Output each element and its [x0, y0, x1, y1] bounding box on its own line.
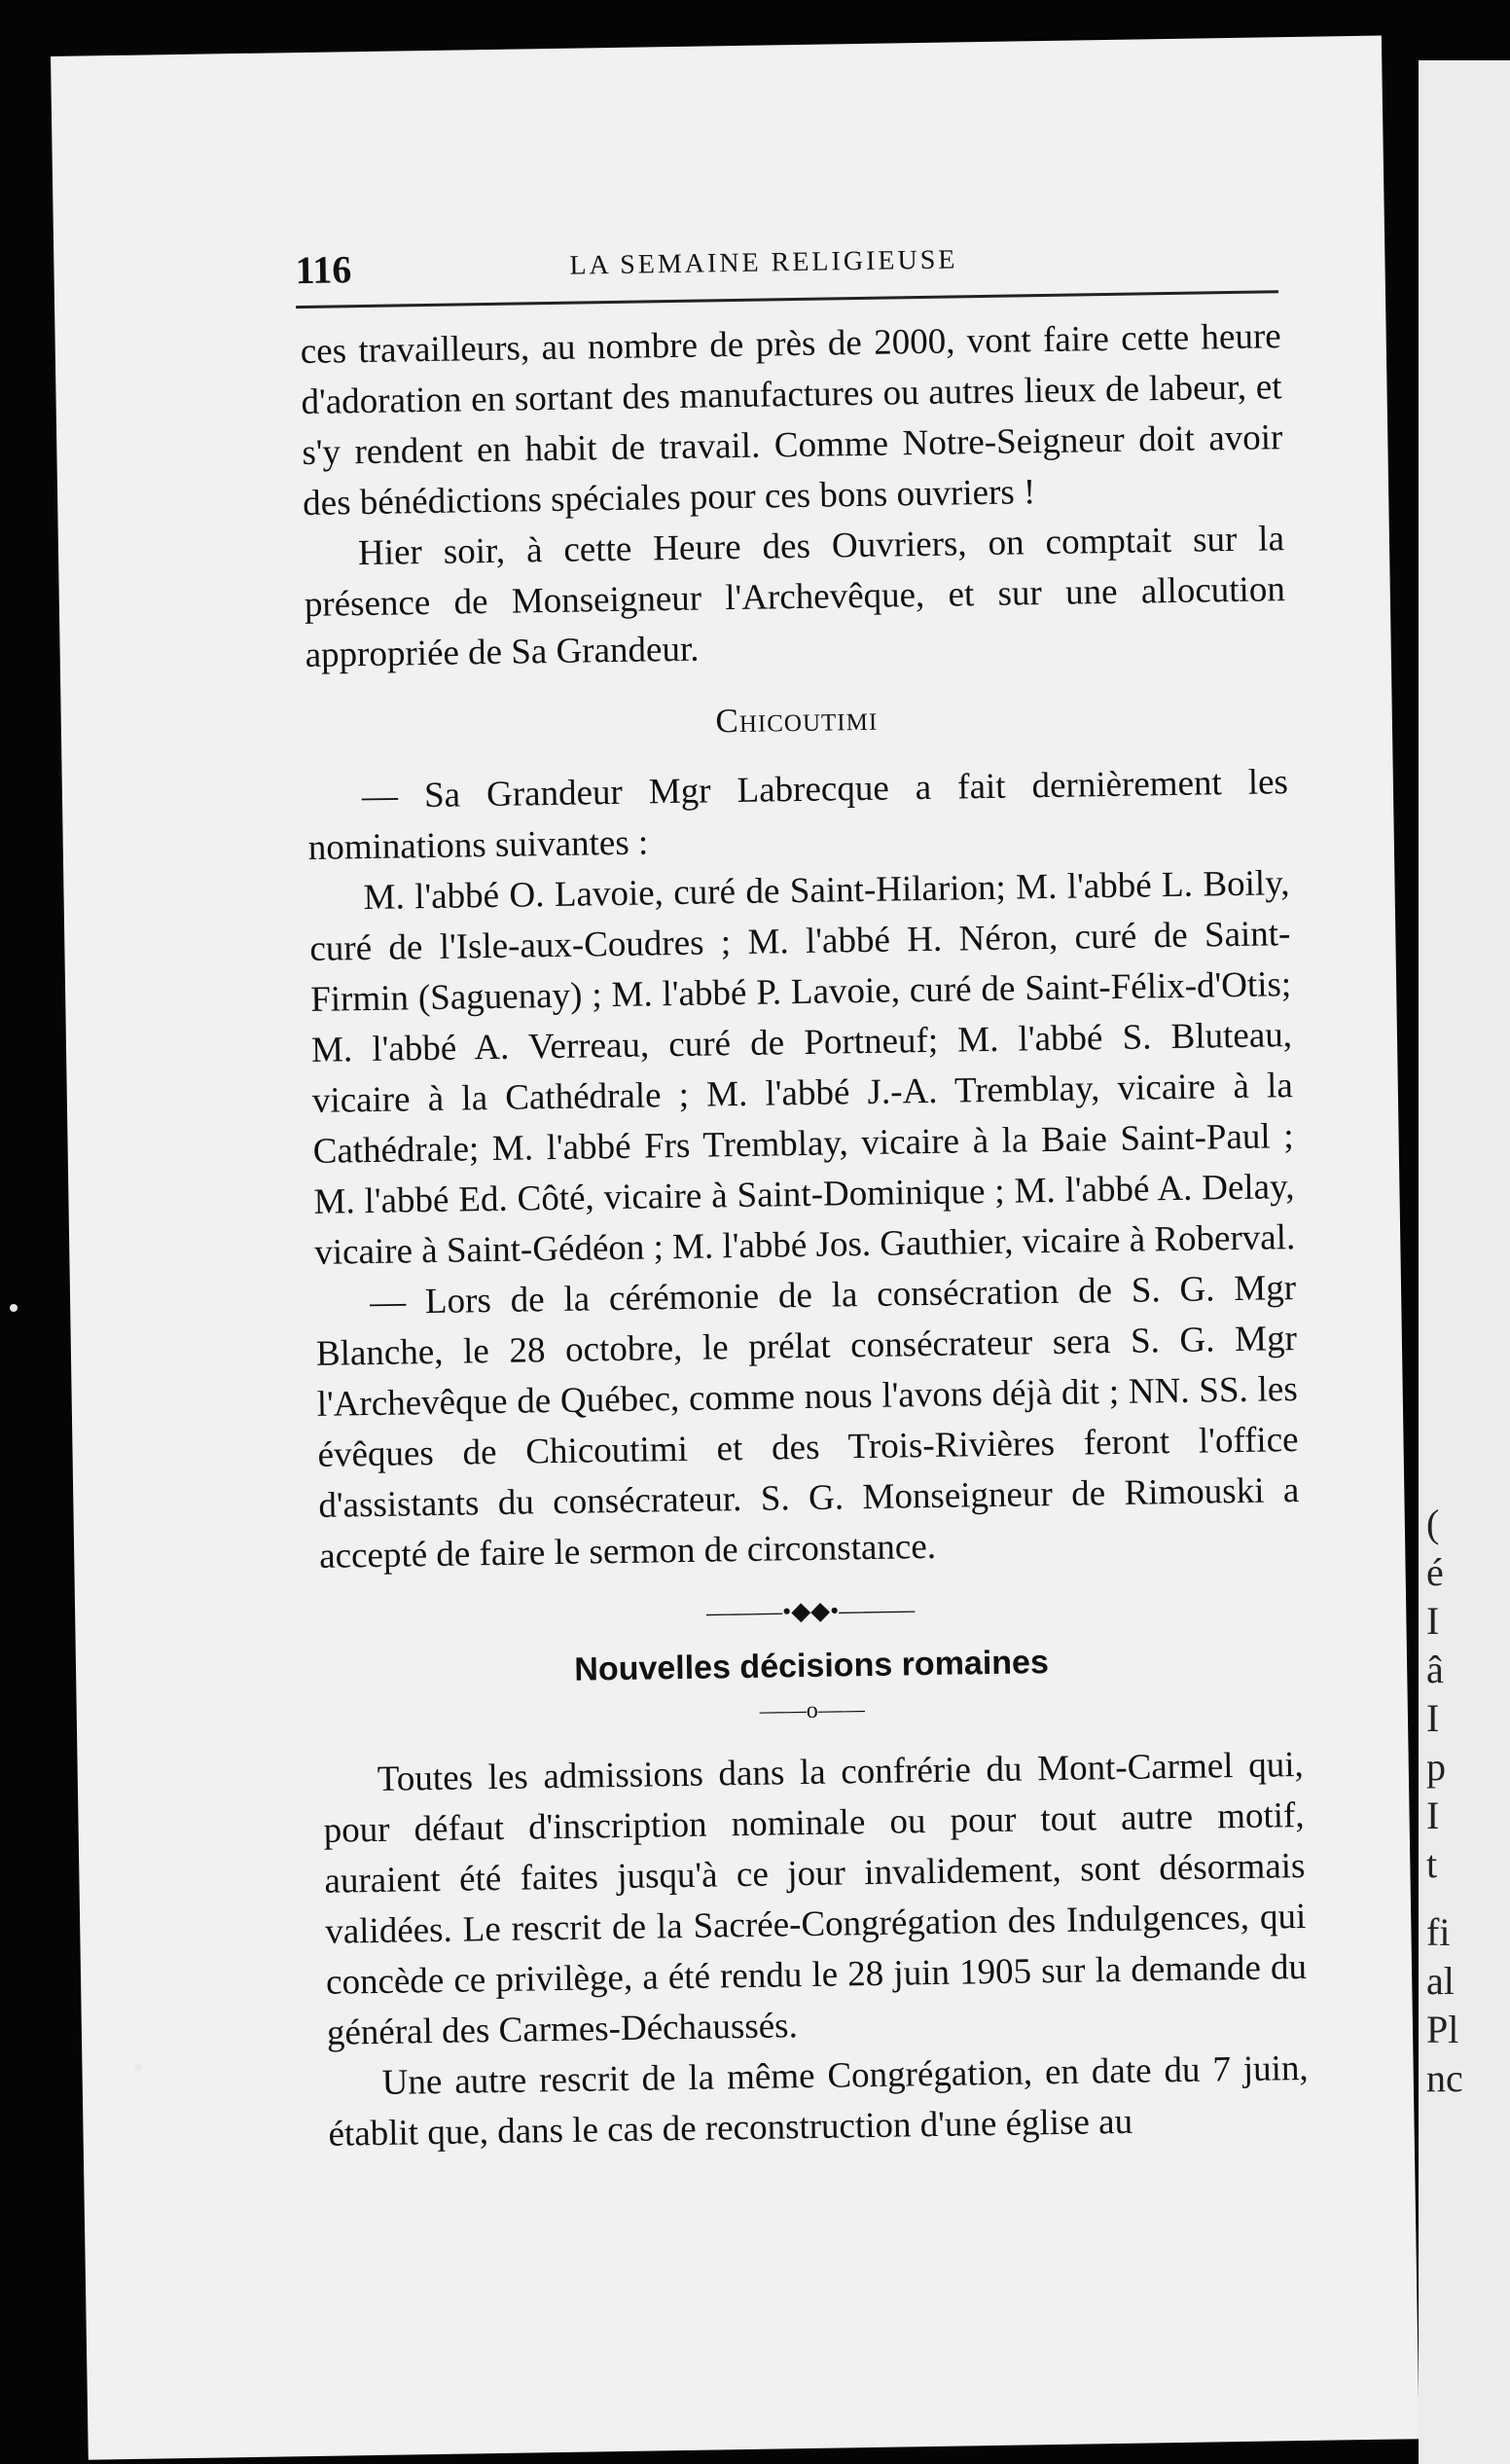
facing-text-fragment: Pl: [1426, 2008, 1459, 2051]
section-title: Nouvelles décisions romaines: [574, 1644, 1050, 1688]
running-head: LA SEMAINE RELIGIEUSE: [569, 244, 958, 281]
facing-text-fragment: p: [1426, 1745, 1446, 1789]
facing-text-fragment: I: [1426, 1696, 1440, 1740]
facing-text-fragment: I: [1426, 1794, 1440, 1837]
paragraph: M. l'abbé O. Lavoie, curé de Saint-Hilarion; M. l'abbé L. Boily, curé de l'Isle-aux-Coudres ; M. l'abbé H. Néron, curé de Saint-Firmin (Saguenay) ; M. l'abbé P. Lavoie, curé de Saint-Félix-d'Otis; M. l'abbé A. Verreau, curé de Portneuf; M. l'abbé S. Bluteau, vicaire à la Cathédrale ; M. l'abbé J.-A. Tremblay, vicaire à la Cathédrale; M. l'abbé Frs Tremblay, vicaire à la Baie Saint-Paul ; M. l'abbé Ed. Côté, vicaire à Saint-Dominique ; M. l'abbé A. Delay, vicaire à Saint-Gédéon ; M. l'abbé Jos. Gauthier, vicaire à Roberval.: [309, 863, 1296, 1273]
facing-text-fragment: nc: [1426, 2056, 1463, 2100]
facing-text-fragment: é: [1426, 1550, 1444, 1594]
paragraph: — Sa Grandeur Mgr Labrecque a fait dernièrement les nominations suivantes :: [307, 762, 1289, 868]
page-header: [295, 232, 1278, 308]
small-ornament: ——o——: [759, 1697, 865, 1724]
facing-text-fragment: I: [1426, 1599, 1440, 1643]
facing-text-fragment: al: [1426, 1959, 1455, 2003]
book-page: [51, 36, 1420, 2460]
page-body: [300, 311, 1309, 2160]
paragraph: — Lors de la cérémonie de la consécration de S. G. Mgr Blanche, le 28 octobre, le prélat consécrateur sera S. G. Mgr l'Archevêque de Québec, comme nous l'avons déjà dit ; NN. SS. les évêques de Chicoutimi et des Trois-Rivières feront l'office d'assistants du consécrateur. S. G. Monseigneur de Rimouski a accepté de faire le sermon de circonstance.: [315, 1268, 1300, 1576]
paragraph: Toutes les admissions dans la confrérie du Mont-Carmel qui, pour défaut d'inscription nominale ou pour tout autre motif, auraient été faites jusqu'à ce jour invalidement, sont désormais validées. Le rescrit de la Sacrée-Congrégation des Indulgences, qui concède ce privilège, a été rendu le 28 juin 1905 sur la demande du général des Carmes-Déchaussés.: [323, 1744, 1308, 2053]
facing-page-edge: [1419, 60, 1510, 2464]
paragraph: ces travailleurs, au nombre de près de 2000, vont faire cette heure d'adoration en sortant des manufactures ou autres lieux de labeur, et s'y rendent en habit de travail. Comme Notre-Seigneur doit avoir des bénédictions spéciales pour ces bons ouvriers !: [300, 316, 1283, 524]
section-heading-chicoutimi: Chicoutimi: [715, 699, 879, 741]
scan-speck: [134, 2063, 142, 2071]
facing-text-fragment: fi: [1426, 1910, 1451, 1954]
page-number: 116: [295, 247, 352, 293]
paragraph: Une autre rescrit de la même Congrégation, en date du 7 juin, établit que, dans le cas de reconstruction d'une église au: [328, 2047, 1309, 2155]
facing-text-fragment: â: [1426, 1648, 1444, 1691]
scan-speck: [10, 1304, 18, 1312]
ornament-divider: ———•◆◆•———: [705, 1595, 916, 1627]
facing-text-fragment: t: [1426, 1842, 1438, 1886]
facing-text-fragment: (: [1426, 1502, 1440, 1545]
paragraph: Hier soir, à cette Heure des Ouvriers, on comptait sur la présence de Monseigneur l'Archevêque, et sur une allocution appropriée de Sa Grandeur.: [304, 519, 1286, 675]
